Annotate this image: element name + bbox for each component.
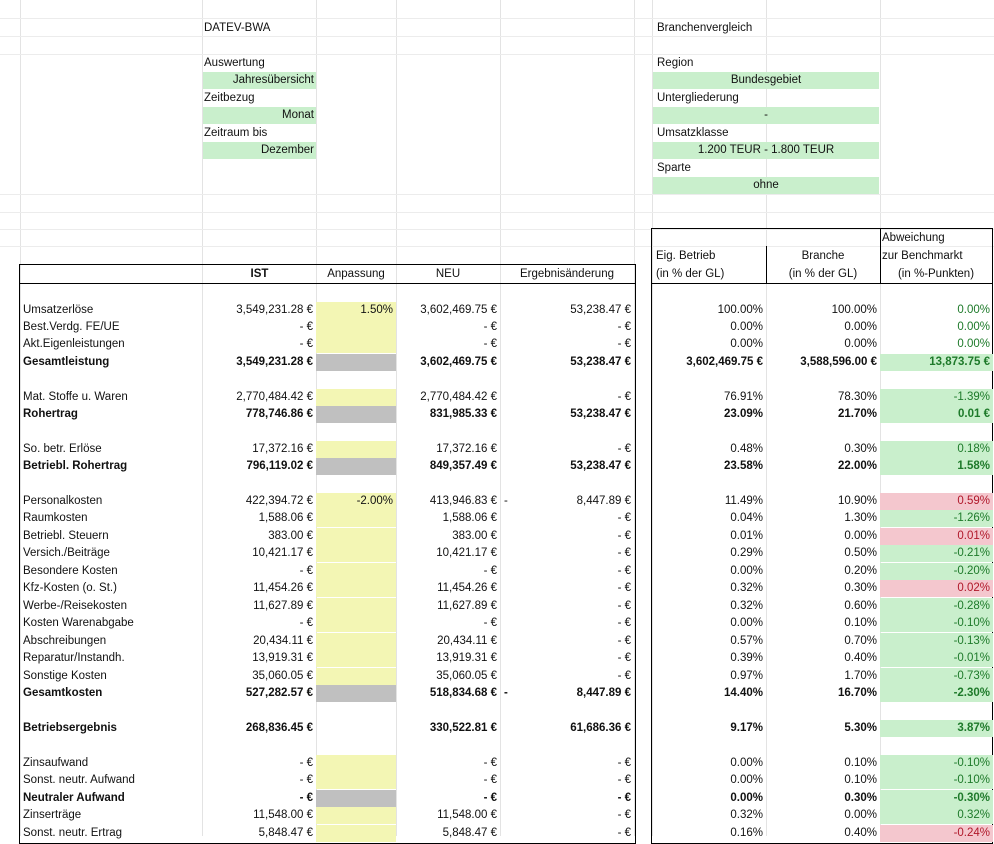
cell-eig[interactable]: 76.91% xyxy=(723,391,763,403)
cell-abweichung[interactable]: 0.02% xyxy=(880,580,993,597)
cell-bra[interactable]: 0.10% xyxy=(844,617,877,629)
cell-eig[interactable]: 0.00% xyxy=(730,774,763,786)
cell-bra[interactable]: 0.50% xyxy=(844,547,877,559)
row-label[interactable]: Betriebl. Steuern xyxy=(23,530,109,542)
cell-ergebnisaenderung[interactable]: 8,447.89 € - xyxy=(500,493,634,510)
row-label[interactable]: Betriebl. Rohertrag xyxy=(23,460,128,472)
cell-ergebnisaenderung[interactable]: 53,238.47 € xyxy=(570,460,631,472)
cell-abweichung[interactable]: 0.00% xyxy=(957,321,990,333)
umsatzklasse-value[interactable]: 1.200 TEUR - 1.800 TEUR xyxy=(653,142,879,159)
cell-abweichung[interactable]: -0.24% xyxy=(880,825,993,842)
cell-abweichung[interactable]: 0.32% xyxy=(880,807,993,824)
cell-ist[interactable]: 11,627.89 € xyxy=(253,600,313,612)
cell-neu[interactable]: 17,372.16 € xyxy=(436,443,497,455)
cell-eig[interactable]: 0.01% xyxy=(730,530,763,542)
cell-ist[interactable]: 17,372.16 € xyxy=(252,443,313,455)
right-header-divider xyxy=(651,283,993,284)
cell-anpassung[interactable] xyxy=(316,825,396,842)
gridline xyxy=(0,246,994,247)
col-header-branche-2: (in % der GL) xyxy=(788,268,858,280)
row-label[interactable]: Mat. Stoffe u. Waren xyxy=(23,391,128,403)
cell-eig[interactable]: 100.00% xyxy=(717,304,763,316)
sparte-label: Sparte xyxy=(657,162,691,174)
cell-ist[interactable]: 11,454.26 € xyxy=(253,582,313,594)
cell-eig[interactable]: 9.17% xyxy=(730,722,763,734)
cell-eig[interactable]: 11.49% xyxy=(724,495,763,507)
cell-ergebnisaenderung[interactable]: - € xyxy=(617,670,631,682)
umsatzklasse-label: Umsatzklasse xyxy=(657,127,729,139)
cell-abweichung[interactable]: -0.20% xyxy=(880,563,993,580)
cell-ergebnisaenderung[interactable]: - € xyxy=(617,547,631,559)
col-header-eig-1: Eig. Betrieb xyxy=(656,250,716,262)
row-label[interactable]: Sonst. neutr. Aufwand xyxy=(23,774,135,786)
cell-ergebnisaenderung[interactable]: - € xyxy=(617,338,631,350)
cell-anpassung[interactable] xyxy=(316,790,396,807)
row-label[interactable]: Zinsaufwand xyxy=(23,757,89,769)
cell-eig[interactable]: 0.00% xyxy=(730,321,763,333)
gridline xyxy=(0,212,994,213)
row-label[interactable]: Sonst. neutr. Ertrag xyxy=(23,827,123,839)
cell-eig[interactable]: 0.04% xyxy=(730,512,763,524)
cell-abweichung[interactable]: 0.18% xyxy=(880,441,993,458)
cell-anpassung[interactable] xyxy=(316,668,396,685)
cell-neu[interactable]: 2,770,484.42 € xyxy=(420,391,497,403)
row-label[interactable]: Umsatzerlöse xyxy=(23,304,94,316)
gridline xyxy=(0,18,994,19)
cell-ist[interactable]: 2,770,484.42 € xyxy=(236,391,313,403)
right-header-sep xyxy=(880,228,881,284)
row-label[interactable]: So. betr. Erlöse xyxy=(23,443,102,455)
row-label[interactable]: Akt.Eigenleistungen xyxy=(23,338,125,350)
cell-anpassung[interactable] xyxy=(316,580,396,597)
branchen-title: Branchenvergleich xyxy=(657,22,753,34)
cell-bra[interactable]: 0.10% xyxy=(844,757,877,769)
row-label[interactable]: Best.Verdg. FE/UE xyxy=(23,321,120,333)
cell-eig[interactable]: 0.32% xyxy=(730,600,763,612)
row-label[interactable]: Betriebsergebnis xyxy=(23,722,117,734)
zeitbezug-label: Zeitbezug xyxy=(204,92,255,104)
cell-bra[interactable]: 0.00% xyxy=(844,338,877,350)
row-label[interactable]: Gesamtleistung xyxy=(23,356,110,368)
row-label[interactable]: Reparatur/Instandh. xyxy=(23,652,125,664)
row-label[interactable]: Neutraler Aufwand xyxy=(23,792,125,804)
cell-bra[interactable]: 0.10% xyxy=(844,774,877,786)
cell-ergebnisaenderung[interactable]: - € xyxy=(617,809,631,821)
row-label[interactable]: Rohertrag xyxy=(23,408,78,420)
cell-abweichung[interactable]: -0.73% xyxy=(880,668,993,685)
cell-bra[interactable]: 21.70% xyxy=(837,408,877,420)
cell-ist[interactable]: - € xyxy=(299,774,313,786)
cell-anpassung[interactable] xyxy=(316,389,396,406)
cell-ergebnisaenderung[interactable]: - € xyxy=(617,792,631,804)
cell-neu[interactable]: - € xyxy=(483,565,497,577)
cell-ist[interactable]: 422,394.72 € xyxy=(245,495,313,507)
left-header-divider xyxy=(19,283,636,284)
cell-bra[interactable]: 10.90% xyxy=(837,495,877,507)
cell-anpassung[interactable] xyxy=(316,563,396,580)
cell-ist[interactable]: - € xyxy=(299,617,313,629)
cell-eig[interactable]: 3,602,469.75 € xyxy=(686,356,763,368)
cell-anpassung[interactable] xyxy=(316,458,396,475)
cell-ergebnisaenderung[interactable]: - € xyxy=(617,443,631,455)
auswertung-value[interactable]: Jahresübersicht xyxy=(203,72,316,89)
cell-abweichung[interactable]: -0.10% xyxy=(880,772,993,789)
cell-abweichung[interactable]: -0.01% xyxy=(880,650,993,667)
cell-eig[interactable]: 0.32% xyxy=(730,809,763,821)
cell-neu[interactable]: 849,357.49 € xyxy=(429,460,497,472)
cell-abweichung[interactable]: -1.39% xyxy=(880,389,993,406)
cell-ergebnisaenderung[interactable]: - € xyxy=(617,321,631,333)
cell-ist[interactable]: 268,836.45 € xyxy=(245,722,313,734)
cell-neu[interactable]: - € xyxy=(483,774,497,786)
cell-abweichung[interactable]: 13,873.75 € xyxy=(880,354,993,371)
cell-ist[interactable]: 20,434.11 € xyxy=(253,635,313,647)
cell-anpassung[interactable] xyxy=(316,772,396,789)
zeitraum-value[interactable]: Dezember xyxy=(203,142,316,159)
cell-bra[interactable]: 0.20% xyxy=(844,565,877,577)
cell-bra[interactable]: 0.40% xyxy=(844,652,877,664)
cell-ist[interactable]: - € xyxy=(299,321,313,333)
col-header-anpassung: Anpassung xyxy=(327,268,385,280)
col-header-ist: IST xyxy=(250,268,269,280)
zeitbezug-value[interactable]: Monat xyxy=(203,107,316,124)
right-header-sep xyxy=(766,246,767,284)
cell-ist[interactable]: 13,919.31 € xyxy=(252,652,313,664)
cell-anpassung[interactable] xyxy=(316,807,396,824)
cell-bra[interactable]: 0.00% xyxy=(844,530,877,542)
cell-neu[interactable]: 11,454.26 € xyxy=(437,582,497,594)
cell-ergebnisaenderung[interactable]: 53,238.47 € xyxy=(570,356,631,368)
row-label[interactable]: Besondere Kosten xyxy=(23,565,118,577)
cell-ergebnisaenderung[interactable]: 8,447.89 € - xyxy=(500,685,634,702)
cell-anpassung[interactable] xyxy=(316,319,396,336)
cell-anpassung[interactable] xyxy=(316,528,396,545)
cell-anpassung[interactable] xyxy=(316,336,396,353)
cell-neu[interactable]: 35,060.05 € xyxy=(436,670,497,682)
cell-anpassung[interactable] xyxy=(316,685,396,702)
gridline xyxy=(0,194,994,195)
region-label: Region xyxy=(657,57,694,69)
cell-neu[interactable]: 10,421.17 € xyxy=(436,547,497,559)
cell-abweichung[interactable]: 0.00% xyxy=(957,304,990,316)
cell-neu[interactable]: 413,946.83 € xyxy=(429,495,497,507)
row-label[interactable]: Personalkosten xyxy=(23,495,103,507)
cell-ergebnisaenderung[interactable]: - € xyxy=(617,774,631,786)
cell-ergebnisaenderung[interactable]: 61,686.36 € xyxy=(570,722,631,734)
cell-ergebnisaenderung[interactable]: 53,238.47 € xyxy=(570,408,631,420)
cell-neu[interactable]: 11,627.89 € xyxy=(437,600,497,612)
cell-neu[interactable]: - € xyxy=(483,321,497,333)
cell-anpassung[interactable] xyxy=(316,406,396,423)
cell-eig[interactable]: 0.57% xyxy=(730,635,763,647)
cell-neu[interactable]: 11,548.00 € xyxy=(437,809,497,821)
cell-ist[interactable]: 10,421.17 € xyxy=(252,547,313,559)
cell-ergebnisaenderung[interactable]: - € xyxy=(617,617,631,629)
cell-abweichung[interactable]: -0.10% xyxy=(880,755,993,772)
cell-neu[interactable]: 1,588.06 € xyxy=(442,512,497,524)
cell-eig[interactable]: 23.09% xyxy=(723,408,763,420)
row-label[interactable]: Kfz-Kosten (o. St.) xyxy=(23,582,117,594)
negative-dash: - xyxy=(504,687,508,699)
cell-ist[interactable]: 3,549,231.28 € xyxy=(236,356,313,368)
gridline xyxy=(634,0,635,836)
region-value[interactable]: Bundesgebiet xyxy=(653,72,879,89)
cell-ist[interactable]: - € xyxy=(299,565,313,577)
cell-neu[interactable]: - € xyxy=(483,338,497,350)
cell-bra[interactable]: 1.70% xyxy=(844,670,877,682)
cell-anpassung[interactable] xyxy=(316,615,396,632)
cell-bra[interactable]: 0.30% xyxy=(844,443,877,455)
row-label[interactable]: Gesamtkosten xyxy=(23,687,103,699)
cell-eig[interactable]: 0.48% xyxy=(730,443,763,455)
cell-bra[interactable]: 100.00% xyxy=(831,304,877,316)
cell-abweichung[interactable]: -0.13% xyxy=(880,633,993,650)
cell-ist[interactable]: 11,548.00 € xyxy=(253,809,313,821)
cell-bra[interactable]: 1.30% xyxy=(844,512,877,524)
cell-ist[interactable]: - € xyxy=(299,792,313,804)
cell-bra[interactable]: 78.30% xyxy=(837,391,877,403)
cell-neu[interactable]: 5,848.47 € xyxy=(442,827,497,839)
cell-bra[interactable]: 0.70% xyxy=(844,635,877,647)
cell-anpassung[interactable]: 1.50% xyxy=(316,302,396,319)
col-header-abw-1: Abweichung xyxy=(882,232,945,244)
cell-bra[interactable]: 0.30% xyxy=(844,582,877,594)
cell-eig[interactable]: 0.32% xyxy=(730,582,763,594)
cell-ergebnisaenderung[interactable]: - € xyxy=(617,652,631,664)
auswertung-label: Auswertung xyxy=(204,57,265,69)
cell-ergebnisaenderung[interactable]: - € xyxy=(617,391,631,403)
cell-eig[interactable]: 0.00% xyxy=(730,757,763,769)
cell-ergebnisaenderung[interactable]: 53,238.47 € xyxy=(570,304,631,316)
cell-eig[interactable]: 0.00% xyxy=(730,792,763,804)
col-header-eig-2: (in % der GL) xyxy=(656,268,725,280)
cell-ergebnisaenderung[interactable]: - € xyxy=(617,600,631,612)
cell-ist[interactable]: 778,746.86 € xyxy=(245,408,313,420)
untergliederung-value[interactable]: - xyxy=(653,107,879,124)
cell-neu[interactable]: 3,602,469.75 € xyxy=(420,304,497,316)
cell-eig[interactable]: 0.16% xyxy=(730,827,763,839)
cell-abweichung[interactable]: 0.01% xyxy=(880,528,993,545)
cell-anpassung[interactable]: -2.00% xyxy=(316,493,396,510)
cell-abweichung[interactable]: 0.01 € xyxy=(880,406,993,423)
sparte-value[interactable]: ohne xyxy=(653,177,879,194)
cell-abweichung[interactable]: 3.87% xyxy=(880,720,993,737)
cell-neu[interactable]: 831,985.33 € xyxy=(429,408,497,420)
cell-ergebnisaenderung[interactable]: - € xyxy=(617,635,631,647)
cell-eig[interactable]: 0.00% xyxy=(730,617,763,629)
cell-eig[interactable]: 14.40% xyxy=(723,687,763,699)
cell-eig[interactable]: 0.29% xyxy=(730,547,763,559)
cell-bra[interactable]: 0.30% xyxy=(844,792,877,804)
col-header-neu: NEU xyxy=(435,268,461,280)
cell-ergebnisaenderung[interactable]: - € xyxy=(617,757,631,769)
cell-anpassung[interactable] xyxy=(316,755,396,772)
cell-ergebnisaenderung[interactable]: - € xyxy=(617,565,631,577)
cell-neu[interactable]: 330,522.81 € xyxy=(429,722,497,734)
cell-abweichung[interactable]: -0.30% xyxy=(880,790,993,807)
row-label[interactable]: Kosten Warenabgabe xyxy=(23,617,134,629)
cell-abweichung[interactable]: -0.21% xyxy=(880,545,993,562)
cell-anpassung[interactable] xyxy=(316,650,396,667)
cell-ist[interactable]: - € xyxy=(299,757,313,769)
cell-eig[interactable]: 0.00% xyxy=(730,338,763,350)
cell-ist[interactable]: 527,282.57 € xyxy=(245,687,313,699)
cell-bra[interactable]: 22.00% xyxy=(837,460,877,472)
cell-bra[interactable]: 16.70% xyxy=(837,687,877,699)
cell-abweichung[interactable]: 0.59% xyxy=(880,493,993,510)
cell-abweichung[interactable]: -2.30% xyxy=(880,685,993,702)
cell-abweichung[interactable]: 1.58% xyxy=(880,458,993,475)
untergliederung-label: Untergliederung xyxy=(657,92,739,104)
cell-ist[interactable]: - € xyxy=(299,338,313,350)
cell-bra[interactable]: 3,588,596.00 € xyxy=(800,356,877,368)
cell-anpassung[interactable] xyxy=(316,720,396,737)
cell-abweichung[interactable]: 0.00% xyxy=(957,338,990,350)
cell-bra[interactable]: 0.00% xyxy=(844,809,877,821)
row-label[interactable]: Raumkosten xyxy=(23,512,88,524)
cell-bra[interactable]: 5.30% xyxy=(844,722,877,734)
cell-ist[interactable]: 3,549,231.28 € xyxy=(236,304,313,316)
cell-ist[interactable]: 1,588.06 € xyxy=(258,512,313,524)
cell-neu[interactable]: 3,602,469.75 € xyxy=(420,356,497,368)
cell-neu[interactable]: - € xyxy=(483,617,497,629)
cell-ergebnisaenderung[interactable]: - € xyxy=(617,512,631,524)
cell-eig[interactable]: 23.58% xyxy=(723,460,763,472)
col-header-abw-2: zur Benchmarkt xyxy=(882,250,963,262)
cell-bra[interactable]: 0.00% xyxy=(844,321,877,333)
datev-title: DATEV-BWA xyxy=(204,22,271,34)
cell-neu[interactable]: - € xyxy=(483,757,497,769)
cell-eig[interactable]: 0.00% xyxy=(730,565,763,577)
col-header-abw-3: (in %-Punkten) xyxy=(897,268,975,280)
cell-anpassung[interactable] xyxy=(316,510,396,527)
negative-dash: - xyxy=(504,495,508,507)
row-label[interactable]: Zinserträge xyxy=(23,809,82,821)
cell-abweichung[interactable]: -0.10% xyxy=(880,615,993,632)
cell-anpassung[interactable] xyxy=(316,598,396,615)
cell-neu[interactable]: 518,834.68 € xyxy=(429,687,497,699)
cell-abweichung[interactable]: -0.28% xyxy=(880,598,993,615)
zeitraum-label: Zeitraum bis xyxy=(204,127,268,139)
cell-abweichung[interactable]: -1.26% xyxy=(880,510,993,527)
col-header-ergebnis: Ergebnisänderung xyxy=(520,268,614,280)
cell-neu[interactable]: 383.00 € xyxy=(452,530,497,542)
gridline xyxy=(0,229,994,230)
cell-anpassung[interactable] xyxy=(316,441,396,458)
cell-bra[interactable]: 0.60% xyxy=(844,600,877,612)
cell-anpassung[interactable] xyxy=(316,633,396,650)
cell-anpassung[interactable] xyxy=(316,354,396,371)
row-label[interactable]: Versich./Beiträge xyxy=(23,547,110,559)
cell-anpassung[interactable] xyxy=(316,545,396,562)
cell-ist[interactable]: 5,848.47 € xyxy=(258,827,313,839)
row-label[interactable]: Werbe-/Reisekosten xyxy=(23,600,127,612)
row-label[interactable]: Sonstige Kosten xyxy=(23,670,107,682)
cell-ist[interactable]: 796,119.02 € xyxy=(246,460,313,472)
row-label[interactable]: Abschreibungen xyxy=(23,635,107,647)
cell-eig[interactable]: 0.97% xyxy=(730,670,763,682)
cell-neu[interactable]: 13,919.31 € xyxy=(436,652,497,664)
cell-ergebnisaenderung[interactable]: - € xyxy=(617,582,631,594)
cell-neu[interactable]: 20,434.11 € xyxy=(437,635,497,647)
cell-bra[interactable]: 0.40% xyxy=(844,827,877,839)
cell-eig[interactable]: 0.39% xyxy=(730,652,763,664)
cell-ist[interactable]: 383.00 € xyxy=(268,530,313,542)
cell-ist[interactable]: 35,060.05 € xyxy=(252,670,313,682)
cell-ergebnisaenderung[interactable]: - € xyxy=(617,530,631,542)
cell-ergebnisaenderung[interactable]: - € xyxy=(617,827,631,839)
col-header-branche-1: Branche xyxy=(801,250,845,262)
cell-neu[interactable]: - € xyxy=(483,792,497,804)
